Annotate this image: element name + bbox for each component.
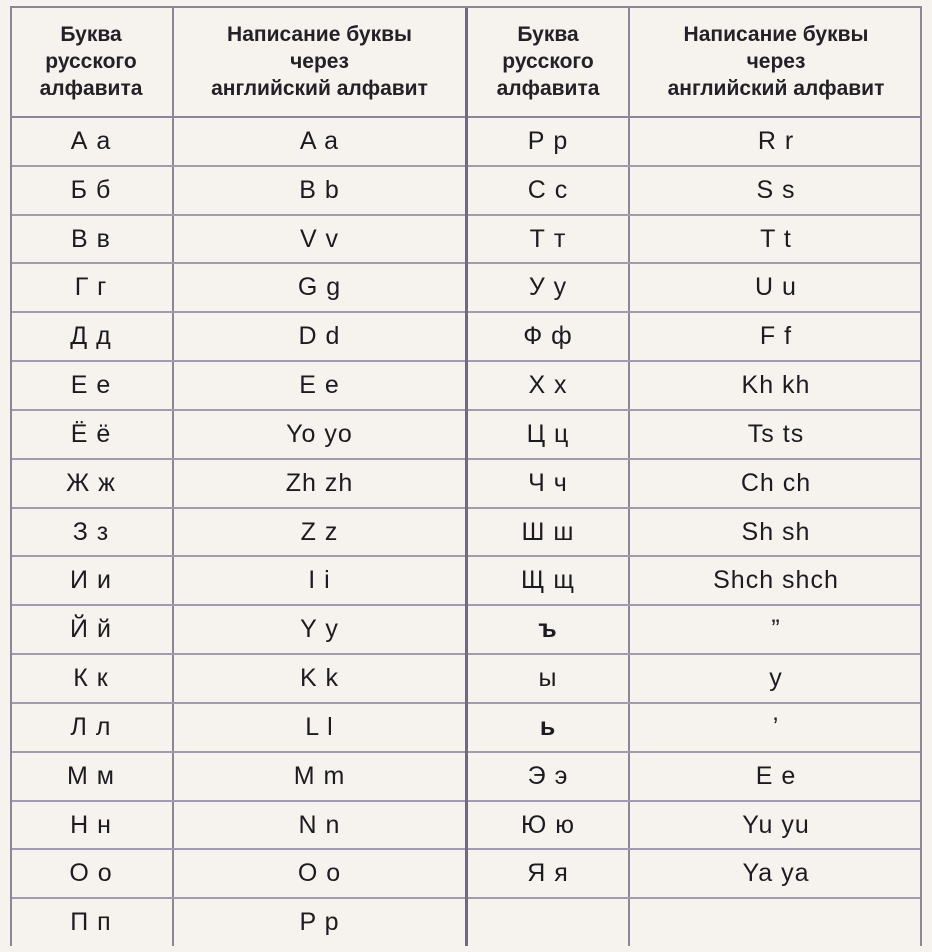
table-row — [10, 509, 465, 558]
english-writing-cell: R r — [757, 126, 795, 155]
russian-letter-cell: Ф ф — [468, 313, 630, 360]
english-writing-cell: Zh zh — [285, 468, 354, 497]
russian-letter-cell: Ж ж — [10, 460, 174, 507]
table-row — [10, 850, 465, 899]
english-writing-cell: F f — [759, 322, 793, 351]
russian-letter-cell: Х х — [468, 362, 630, 409]
russian-letter-cell — [468, 899, 630, 946]
table-row — [10, 118, 465, 167]
english-writing-cell: Sh sh — [741, 517, 811, 546]
table-row — [10, 704, 465, 753]
header-russian-letter: Буква русского алфавита — [468, 6, 630, 116]
table-row — [468, 802, 922, 851]
english-writing-cell: T t — [760, 224, 792, 253]
table-row — [468, 655, 922, 704]
english-writing-cell: ” — [771, 615, 781, 644]
table-row — [10, 362, 465, 411]
table-row — [468, 460, 922, 509]
russian-letter-cell: Г г — [10, 264, 174, 311]
table-row — [468, 216, 922, 265]
russian-letter-cell: Н н — [10, 802, 174, 849]
russian-letter-cell: Ю ю — [468, 802, 630, 849]
table-row — [10, 606, 465, 655]
english-writing-cell: E e — [755, 761, 797, 790]
russian-letter-cell: С с — [468, 167, 630, 214]
russian-letter-cell: ы — [468, 655, 630, 702]
table-row — [10, 899, 465, 946]
english-writing-cell: O o — [297, 859, 342, 888]
table-row — [10, 802, 465, 851]
russian-letter-cell: У у — [468, 264, 630, 311]
table-row — [468, 264, 922, 313]
russian-letter-cell: Ё ё — [10, 411, 174, 458]
table-row — [468, 118, 922, 167]
english-writing-cell: M m — [293, 761, 346, 790]
table-border-top — [10, 6, 922, 8]
table-row — [10, 557, 465, 606]
english-writing-cell: ’ — [772, 712, 780, 741]
english-writing-cell: Yu yu — [742, 810, 810, 839]
english-writing-cell: A a — [299, 126, 340, 155]
english-writing-cell: y — [769, 664, 783, 693]
alphabet-table — [10, 6, 922, 946]
english-writing-cell: Ts ts — [747, 419, 805, 448]
russian-letter-cell: П п — [10, 899, 174, 946]
english-writing-cell: L l — [305, 712, 334, 741]
table-border-left — [10, 6, 12, 946]
russian-letter-cell: К к — [10, 655, 174, 702]
russian-letter-cell: И и — [10, 557, 174, 604]
english-writing-cell: P p — [299, 908, 340, 937]
russian-letter-cell: М м — [10, 753, 174, 800]
russian-letter-cell: Б б — [10, 167, 174, 214]
table-row — [468, 704, 922, 753]
table-row — [468, 606, 922, 655]
table-row — [468, 313, 922, 362]
english-writing-cell: Yo yo — [286, 419, 353, 448]
english-writing-cell — [630, 899, 922, 946]
russian-letter-cell: Т т — [468, 216, 630, 263]
english-writing-cell: Ch ch — [740, 468, 812, 497]
english-writing-cell: Kh kh — [741, 371, 811, 400]
right-rows — [468, 118, 922, 946]
table-row — [10, 753, 465, 802]
russian-letter-cell: Р р — [468, 118, 630, 165]
russian-letter-cell: Я я — [468, 850, 630, 897]
russian-letter-cell: ъ — [468, 606, 630, 653]
table-left-half — [10, 6, 468, 946]
header-english-writing: Написание буквы через английский алфавит — [211, 22, 428, 100]
table-row — [10, 655, 465, 704]
russian-letter-cell: Щ щ — [468, 557, 630, 604]
table-row — [468, 411, 922, 460]
header-row-right — [468, 6, 922, 118]
russian-letter-cell: З з — [10, 509, 174, 556]
english-writing-cell: Shch shch — [713, 566, 839, 595]
english-writing-cell: S s — [756, 175, 796, 204]
table-row — [10, 264, 465, 313]
table-right-half — [468, 6, 922, 946]
table-row — [10, 411, 465, 460]
english-writing-cell: G g — [297, 273, 342, 302]
english-writing-cell: Z z — [300, 517, 339, 546]
left-rows — [10, 118, 465, 946]
table-row — [468, 899, 922, 946]
russian-letter-cell: Д д — [10, 313, 174, 360]
russian-letter-cell: Э э — [468, 753, 630, 800]
english-writing-cell: Ya ya — [742, 859, 810, 888]
russian-letter-cell: Ч ч — [468, 460, 630, 507]
english-writing-cell: Y y — [300, 615, 339, 644]
table-row — [468, 753, 922, 802]
table-row — [10, 167, 465, 216]
english-writing-cell: N n — [298, 810, 341, 839]
russian-letter-cell: Е е — [10, 362, 174, 409]
header-row-left — [10, 6, 465, 118]
table-row — [468, 362, 922, 411]
header-russian-letter: Буква русского алфавита — [10, 6, 174, 116]
english-writing-cell: B b — [299, 175, 340, 204]
header-english-writing: Написание буквы через английский алфавит — [667, 22, 885, 100]
russian-letter-cell: Ц ц — [468, 411, 630, 458]
table-row — [468, 557, 922, 606]
russian-letter-cell: О о — [10, 850, 174, 897]
table-border-right — [920, 6, 922, 946]
table-row — [10, 460, 465, 509]
table-row — [468, 850, 922, 899]
english-writing-cell: U u — [755, 273, 797, 302]
russian-letter-cell: В в — [10, 216, 174, 263]
russian-letter-cell: Ш ш — [468, 509, 630, 556]
table-row — [10, 313, 465, 362]
russian-letter-cell: Л л — [10, 704, 174, 751]
english-writing-cell: K k — [299, 664, 340, 693]
table-row — [10, 216, 465, 265]
english-writing-cell: V v — [299, 224, 340, 253]
table-row — [468, 509, 922, 558]
russian-letter-cell: ь — [468, 704, 630, 751]
english-writing-cell: E e — [299, 371, 340, 400]
table-row — [468, 167, 922, 216]
russian-letter-cell: Й й — [10, 606, 174, 653]
russian-letter-cell: А а — [10, 118, 174, 165]
english-writing-cell: D d — [298, 322, 341, 351]
english-writing-cell: I i — [308, 566, 331, 595]
